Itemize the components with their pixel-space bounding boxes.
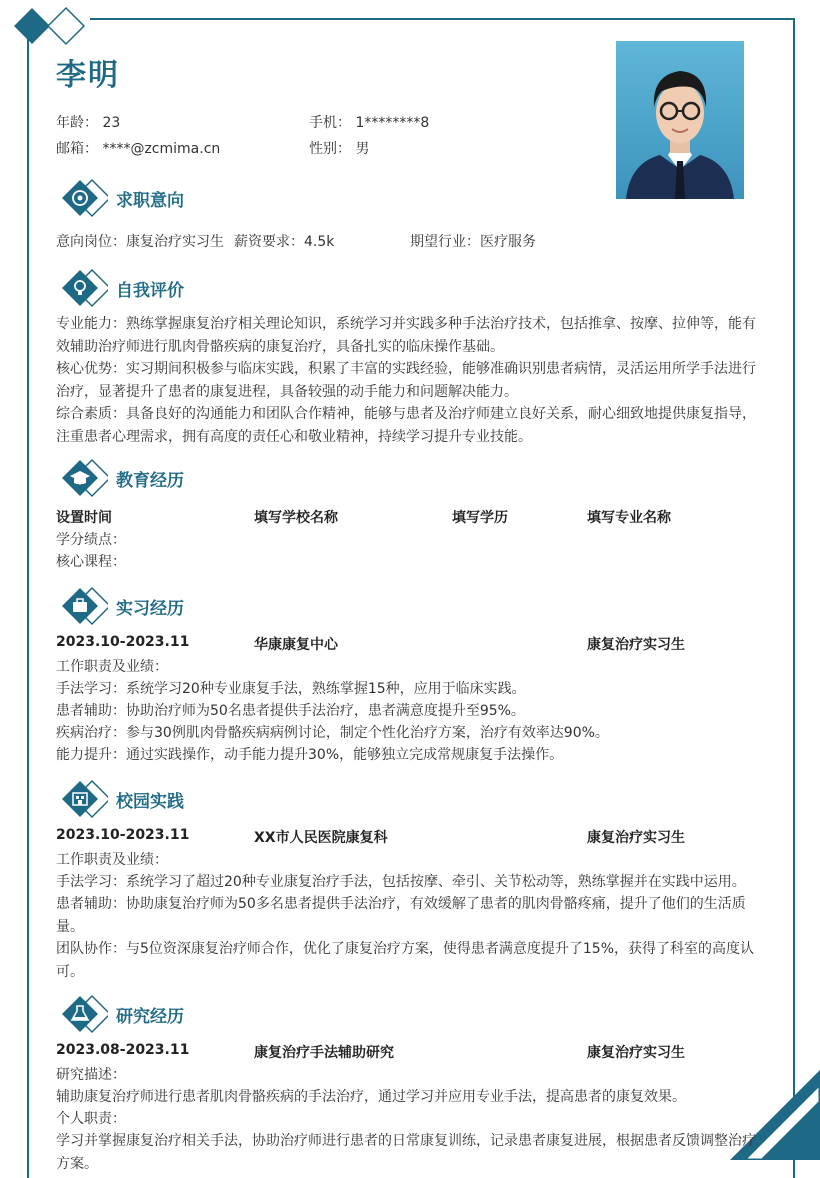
email-info — [56, 138, 220, 158]
campus-role: 康复治疗实习生 — [587, 830, 685, 846]
campus-line-2: 手法学习：系统学习了超过20种专业康复治疗手法，包括按摩、牵引、关节松动等，熟练掌握并在实践中运用。 — [56, 874, 746, 890]
section-header-research — [60, 994, 184, 1034]
self-eval-2: 核心优势：实习期间积极参与临床实践，积累了丰富的实践经验，能够准确识别患者病情，灵活运用所学手法进行治疗，显著提升了患者的康复进程，具备较强的动手能力和问题解决能力。 — [56, 361, 756, 400]
intent-salary: 薪资要求：4.5k — [234, 234, 335, 250]
edu-courses: 核心课程： — [56, 554, 126, 570]
self-eval-1: 专业能力：熟练掌握康复治疗相关理论知识，系统学习并实践多种手法治疗技术，包括推拿、按摩、拉伸等，能有效辅助治疗师进行肌肉骨骼疾病的康复治疗，具备扎实的临床操作基础。 — [56, 316, 756, 355]
campus-line-3: 患者辅助：协助康复治疗师为50多名患者提供手法治疗，有效缓解了患者的肌肉骨骼疼痛，提升了他们的生活质量。 — [56, 896, 746, 935]
campus-line-4: 团队协作：与5位资深康复治疗师合作，优化了康复治疗方案，使得患者满意度提升了15%，获得了科室的高度认可。 — [56, 941, 755, 980]
email-label: 邮箱： — [56, 141, 98, 157]
research-role: 康复治疗实习生 — [587, 1045, 685, 1061]
lightbulb-icon — [60, 268, 108, 308]
phone-label: 手机： — [309, 115, 351, 131]
campus-org: XX市人民医院康复科 — [254, 830, 388, 846]
intern-line-5: 能力提升：通过实践操作，动手能力提升30%，能够独立完成常规康复手法操作。 — [56, 747, 564, 763]
section-title-edu: 教育经历 — [116, 470, 184, 491]
gender-info — [309, 138, 369, 158]
edu-major: 填写专业名称 — [587, 510, 671, 526]
intern-time: 2023.10-2023.11 — [56, 634, 190, 650]
intent-industry: 期望行业：医疗服务 — [410, 234, 536, 250]
section-header-self — [60, 268, 184, 308]
graduation-cap-icon — [60, 458, 108, 498]
section-title-research: 研究经历 — [116, 1006, 184, 1027]
section-title-self: 自我评价 — [116, 280, 184, 301]
research-line-2: 辅助康复治疗师进行患者肌肉骨骼疾病的手法治疗，通过学习并应用专业手法，提高患者的康复效果。 — [56, 1089, 686, 1105]
edu-time: 设置时间 — [56, 510, 112, 526]
section-header-intent — [60, 178, 184, 218]
campus-row — [56, 827, 768, 849]
intern-org: 华康康复中心 — [254, 637, 338, 653]
research-row — [56, 1042, 768, 1064]
briefcase-icon — [60, 586, 108, 626]
resume-name: 李明 — [56, 58, 120, 93]
section-title-intent: 求职意向 — [116, 190, 184, 211]
research-org: 康复治疗手法辅助研究 — [254, 1045, 394, 1061]
intern-line-1: 工作职责及业绩： — [56, 659, 168, 675]
intent-position: 意向岗位：康复治疗实习生 — [56, 234, 224, 250]
internship-row — [56, 634, 768, 656]
campus-time: 2023.10-2023.11 — [56, 827, 190, 843]
research-line-3: 个人职责： — [56, 1111, 126, 1127]
intern-line-3: 患者辅助：协助治疗师为50名患者提供手法治疗，患者满意度提升至95%。 — [56, 703, 525, 719]
section-title-intern: 实习经历 — [116, 598, 184, 619]
section-header-intern — [60, 586, 184, 626]
edu-degree: 填写学历 — [452, 510, 508, 526]
campus-line-1: 工作职责及业绩： — [56, 852, 168, 868]
profile-photo — [616, 41, 744, 199]
intern-line-4: 疾病治疗：参与30例肌肉骨骼疾病病例讨论，制定个性化治疗方案，治疗有效率达90%。 — [56, 725, 609, 741]
education-row — [56, 507, 768, 529]
section-title-campus: 校园实践 — [116, 791, 184, 812]
age-info — [56, 112, 120, 132]
intern-role: 康复治疗实习生 — [587, 637, 685, 653]
edu-school: 填写学校名称 — [254, 510, 338, 526]
phone-info — [309, 112, 429, 132]
self-eval-3: 综合素质：具备良好的沟通能力和团队合作精神，能够与患者及治疗师建立良好关系，耐心细致地提供康复指导，注重患者心理需求，拥有高度的责任心和敬业精神，持续学习提升专业技能。 — [56, 406, 756, 445]
email-value: ****@zcmima.cn — [102, 141, 221, 157]
corner-diamond-icon — [10, 4, 90, 48]
flask-icon — [60, 994, 108, 1034]
phone-value: 1********8 — [355, 115, 430, 131]
target-icon — [60, 178, 108, 218]
intern-line-2: 手法学习：系统学习20种专业康复手法，熟练掌握15种，应用于临床实践。 — [56, 681, 526, 697]
section-header-edu — [60, 458, 184, 498]
section-header-campus — [60, 779, 184, 819]
age-label: 年龄： — [56, 115, 98, 131]
research-line-1: 研究描述： — [56, 1067, 126, 1083]
research-line-4: 学习并掌握康复治疗相关手法，协助治疗师进行患者的日常康复训练，记录患者康复进展，根据患者反馈调整治疗方案。 — [56, 1133, 756, 1172]
gender-label: 性别： — [309, 141, 351, 157]
building-icon — [60, 779, 108, 819]
gender-value: 男 — [355, 141, 370, 157]
research-time: 2023.08-2023.11 — [56, 1042, 190, 1058]
edu-gpa: 学分绩点： — [56, 532, 126, 548]
age-value: 23 — [102, 115, 121, 131]
